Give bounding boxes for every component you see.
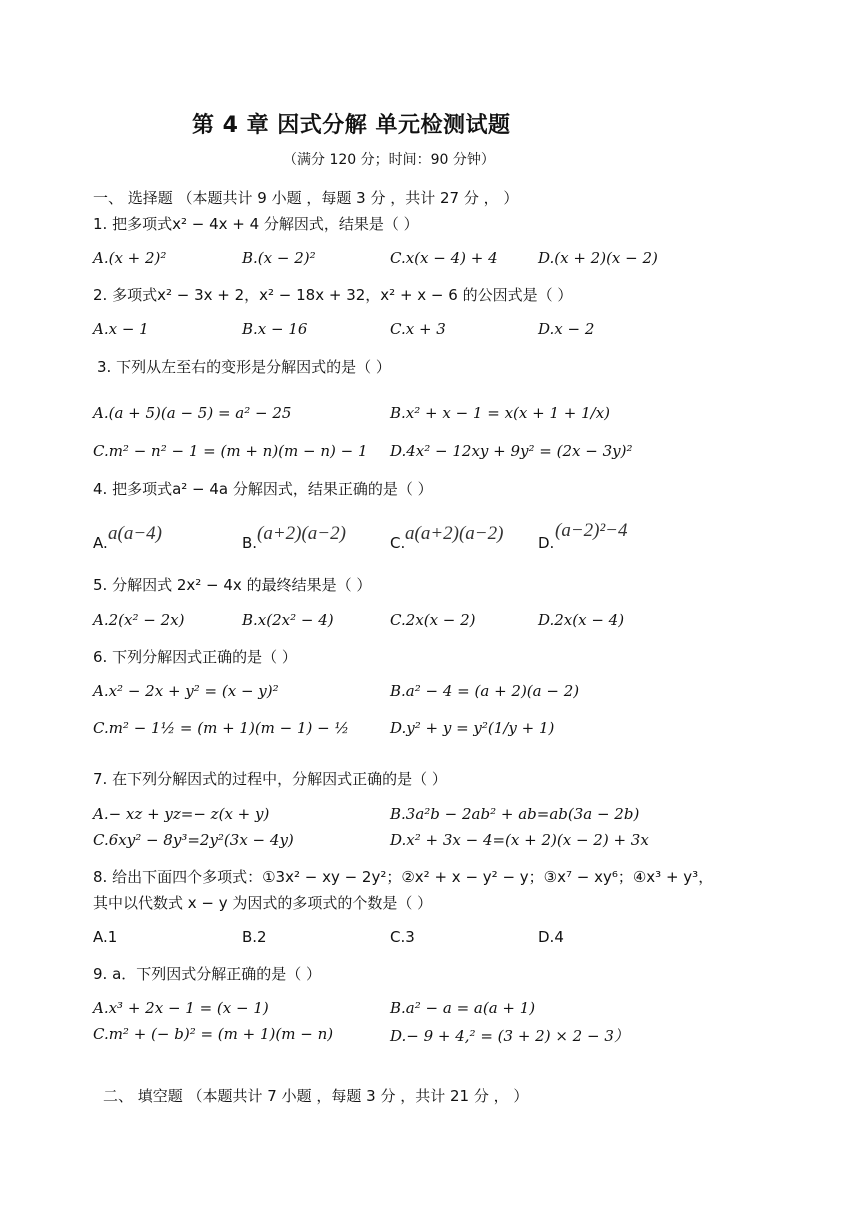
question-4-option-d: D. [538,534,555,552]
question-2-option-b: B.x − 16 [242,320,308,338]
question-4-option-d-formula-image: (a−2)²−4 [555,520,628,541]
question-6-option-d: D.y² + y = y²(1/y + 1) [390,719,555,737]
question-2-option-d: D.x − 2 [538,320,595,338]
question-1-option-c: C.x(x − 4) + 4 [390,249,498,267]
question-3-stem: 3. 下列从左至右的变形是分解因式的是（ ） [97,358,391,376]
question-2-option-c: C.x + 3 [390,320,446,338]
question-9-stem: 9. a．下列因式分解正确的是（ ） [93,965,322,983]
question-8-option-a: A.1 [93,928,118,946]
question-8-stem-continued: 其中以代数式 x − y 为因式的多项式的个数是（ ） [93,894,433,912]
question-5-option-c: C.2x(x − 2) [390,611,476,629]
question-7-option-d: D.x² + 3x − 4=(x + 2)(x − 2) + 3x [390,831,649,849]
question-4-option-c: C. [390,534,406,552]
question-4-option-a: A. [93,534,108,552]
question-1-option-d: D.(x + 2)(x − 2) [538,249,658,267]
question-3-option-d: D.4x² − 12xy + 9y² = (2x − 3y)² [390,442,633,460]
question-6-option-a: A.x² − 2x + y² = (x − y)² [93,682,279,700]
question-2-option-a: A.x − 1 [93,320,149,338]
question-4-option-a-formula-image: a(a−4) [108,523,162,544]
question-8-option-b: B.2 [242,928,267,946]
question-5-option-d: D.2x(x − 4) [538,611,625,629]
question-2-stem: 2. 多项式x² − 3x + 2，x² − 18x + 32，x² + x − 6 的公因式是（ ） [93,286,573,304]
question-5-stem: 5. 分解因式 2x² − 4x 的最终结果是（ ） [93,576,372,594]
question-3-option-b: B.x² + x − 1 = x(x + 1 + 1/x) [390,404,611,422]
question-4-stem: 4. 把多项式a² − 4a 分解因式，结果正确的是（ ） [93,480,433,498]
question-9-option-c: C.m² + (− b)² = (m + 1)(m − n) [93,1025,334,1043]
question-8-option-c: C.3 [390,928,415,946]
question-9-option-a: A.x³ + 2x − 1 = (x − 1) [93,999,269,1017]
question-8-option-d: D.4 [538,928,564,946]
question-9-option-b: B.a² − a = a(a + 1) [390,999,536,1017]
question-5-option-a: A.2(x² − 2x) [93,611,185,629]
question-5-option-b: B.x(2x² − 4) [242,611,334,629]
question-1-option-a: A.(x + 2)² [93,249,167,267]
section-heading-choice: 一、 选择题 （本题共计 9 小题 ，每题 3 分 ，共计 27 分 ， ） [93,189,519,207]
question-7-option-c: C.6xy² − 8y³=2y²(3x − 4y) [93,831,294,849]
question-3-option-c: C.m² − n² − 1 = (m + n)(m − n) − 1 [93,442,368,460]
question-4-option-b-formula-image: (a+2)(a−2) [257,523,346,544]
question-6-option-c: C.m² − 1½ = (m + 1)(m − 1) − ½ [93,719,350,737]
question-1-option-b: B.(x − 2)² [242,249,316,267]
question-6-stem: 6. 下列分解因式正确的是（ ） [93,648,297,666]
question-9-option-d: D.− 9 + 4,² = (3 + 2) × 2 − 3） [390,1027,629,1045]
question-3-option-a: A.(a + 5)(a − 5) = a² − 25 [93,404,292,422]
question-1-stem: 1. 把多项式x² − 4x + 4 分解因式，结果是（ ） [93,215,419,233]
question-8-stem: 8. 给出下面四个多项式：①3x² − xy − 2y²；②x² + x − y² − y；③x⁷ − xy⁶；④x³ + y³， [93,868,714,886]
question-6-option-b: B.a² − 4 = (a + 2)(a − 2) [390,682,580,700]
question-4-option-b: B. [242,534,258,552]
section-heading-fill-in: 二、 填空题 （本题共计 7 小题 ，每题 3 分 ，共计 21 分 ， ） [103,1087,529,1105]
question-7-stem: 7. 在下列分解因式的过程中，分解因式正确的是（ ） [93,770,447,788]
question-7-option-b: B.3a²b − 2ab² + ab=ab(3a − 2b) [390,805,640,823]
page-title: 第 4 章 因式分解 单元检测试题 [192,113,511,138]
question-7-option-a: A.− xz + yz=− z(x + y) [93,805,270,823]
question-4-option-c-formula-image: a(a+2)(a−2) [405,523,504,544]
page-subtitle: （满分 120 分；时间：90 分钟） [283,152,495,168]
